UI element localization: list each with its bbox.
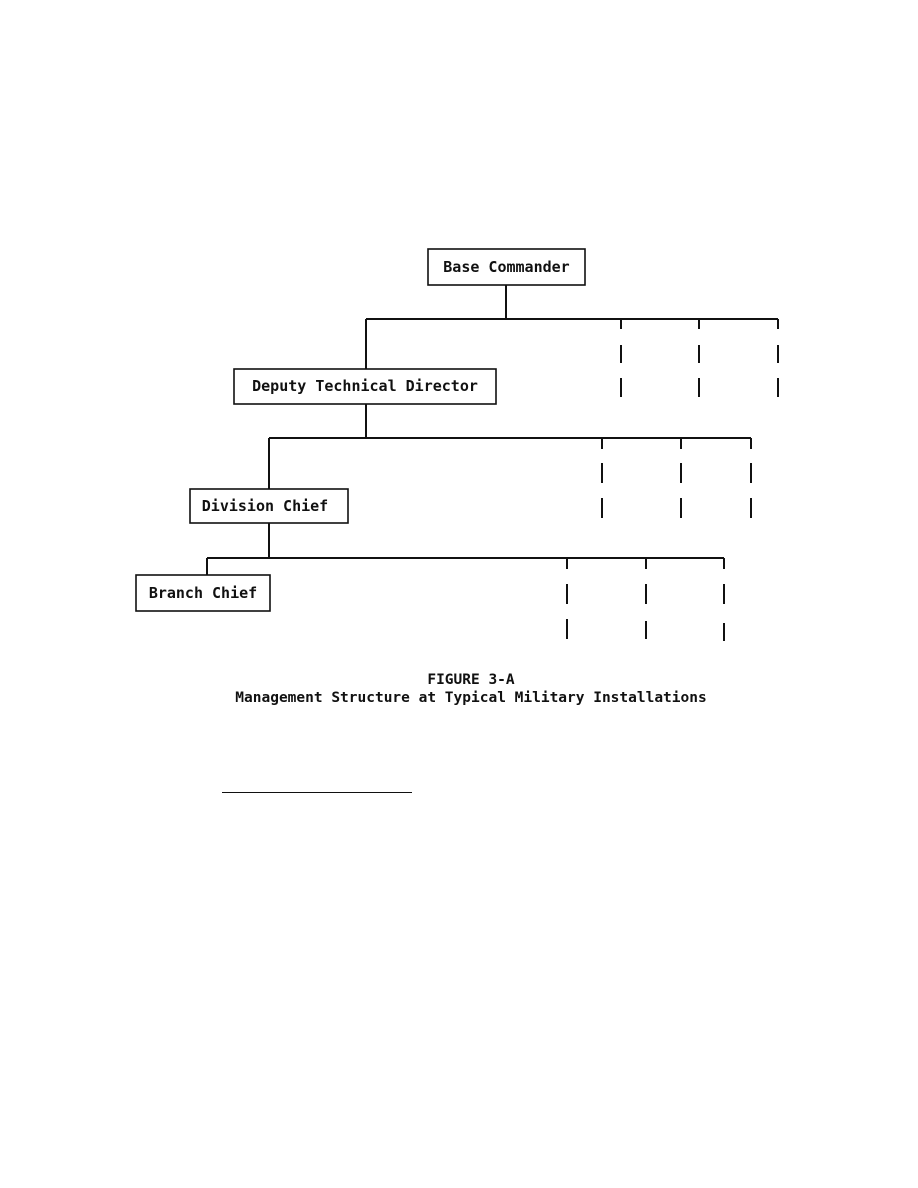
deputy-technical-director-label: Deputy Technical Director	[252, 377, 478, 395]
figure-title: Management Structure at Typical Military Installations	[235, 690, 707, 706]
branch-chief-label: Branch Chief	[148, 584, 258, 602]
level-3-connectors	[207, 523, 724, 641]
base-commander-label: Base Commander	[443, 258, 570, 276]
figure-number: FIGURE 3-A	[427, 672, 515, 688]
footnote-separator-line	[222, 792, 412, 793]
division-chief-label: Division Chief	[201, 497, 329, 515]
